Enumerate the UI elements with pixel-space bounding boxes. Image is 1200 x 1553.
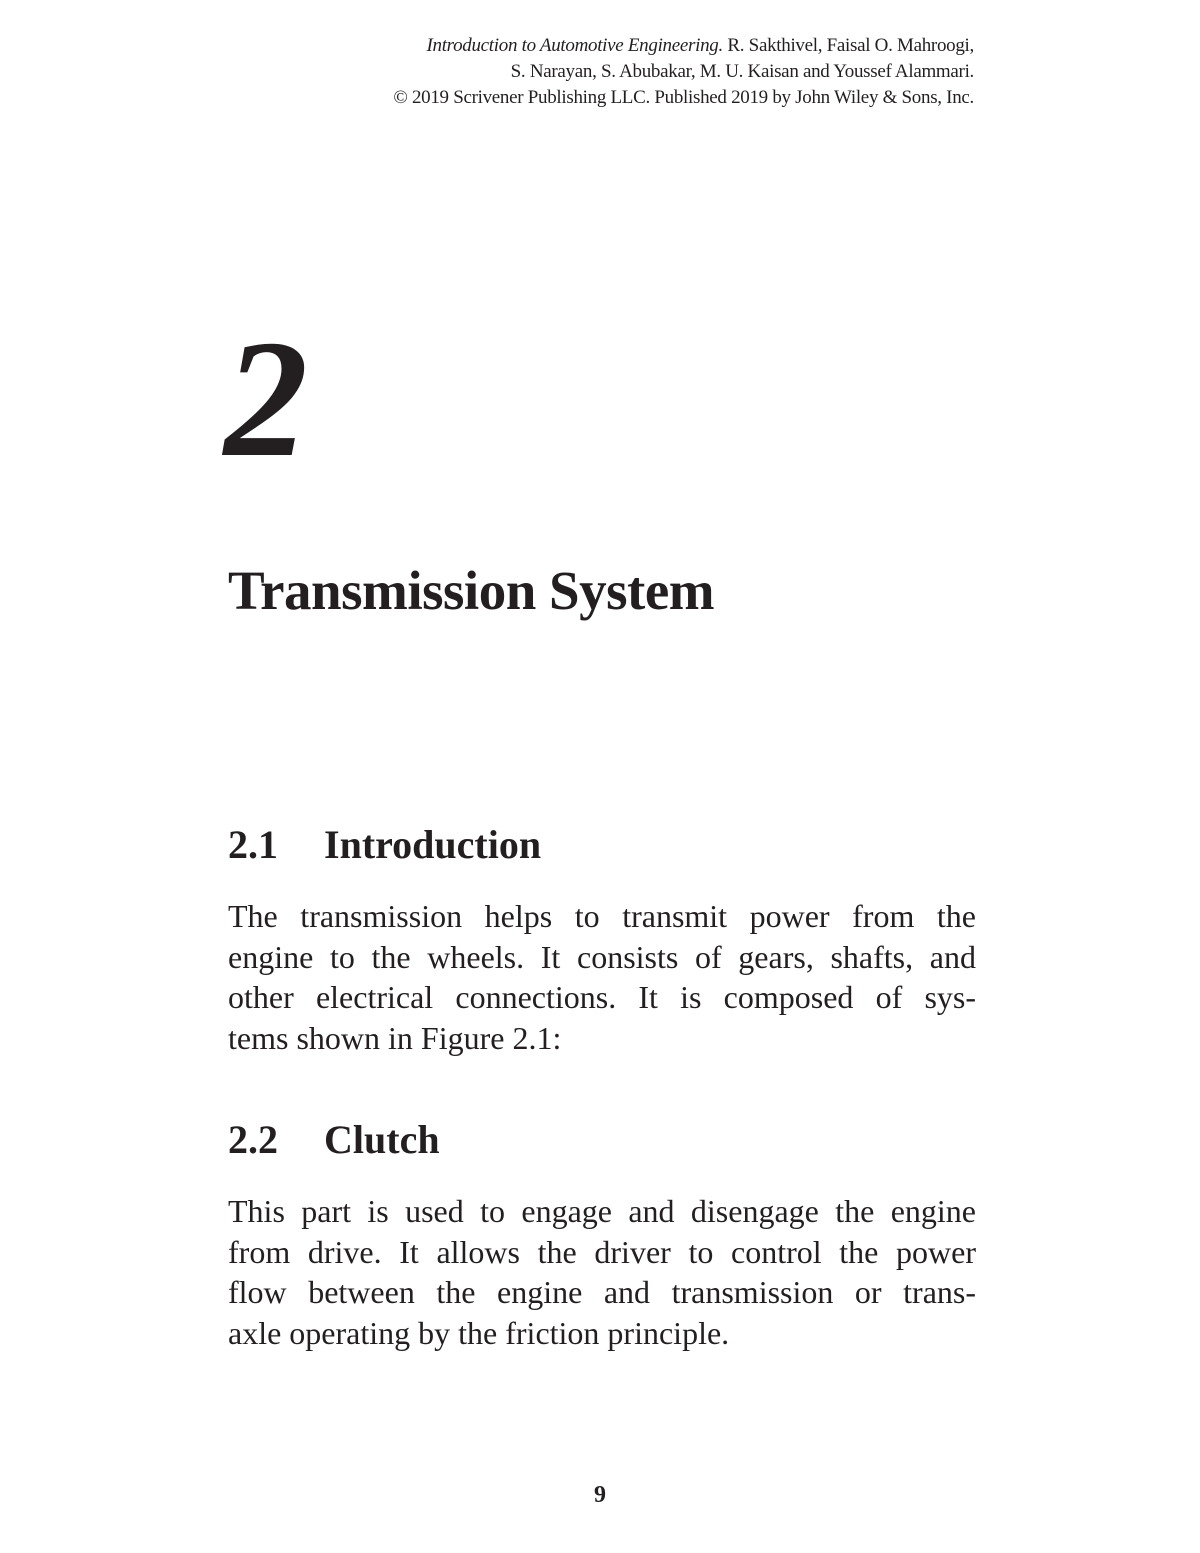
- citation-line-1: [393, 33, 974, 59]
- authors-line-1: R. Sakthivel, Faisal O. Mahroogi,: [722, 35, 974, 56]
- section-heading-clutch: [228, 1117, 440, 1163]
- paragraph-line: The transmission helps to transmit power from the: [228, 898, 976, 934]
- book-title: Introduction to Automotive Engineering.: [426, 35, 723, 56]
- paragraph-line: other electrical connections. It is composed of sys-: [228, 979, 976, 1015]
- page-number: 9: [594, 1482, 606, 1508]
- paragraph-line: from drive. It allows the driver to control the power: [228, 1233, 976, 1270]
- paragraph-line: tems shown in Figure 2.1:: [228, 1019, 562, 1056]
- section-body-introduction: [228, 896, 976, 1058]
- copyright-line: © 2019 Scrivener Publishing LLC. Published 2019 by John Wiley & Sons, Inc.: [393, 87, 974, 108]
- section-heading-introduction: [228, 822, 541, 868]
- chapter-title: Transmission System: [228, 560, 715, 621]
- section-number: 2.1: [228, 822, 278, 867]
- paragraph-line: This part is used to engage and disengage the engine: [228, 1193, 976, 1229]
- section-title: Clutch: [324, 1117, 440, 1162]
- authors-line-2: S. Narayan, S. Abubakar, M. U. Kaisan and Youssef Alammari.: [510, 61, 974, 82]
- citation-header: [393, 33, 974, 111]
- chapter-number: 2: [224, 306, 304, 492]
- paragraph-line: flow between the engine and transmission or trans-: [228, 1274, 976, 1310]
- section-body-clutch: [228, 1191, 976, 1353]
- paragraph-line: engine to the wheels. It consists of gears, shafts, and: [228, 938, 976, 975]
- paragraph-line: axle operating by the friction principle.: [228, 1314, 730, 1351]
- section-number: 2.2: [228, 1117, 278, 1162]
- section-title: Introduction: [324, 822, 542, 867]
